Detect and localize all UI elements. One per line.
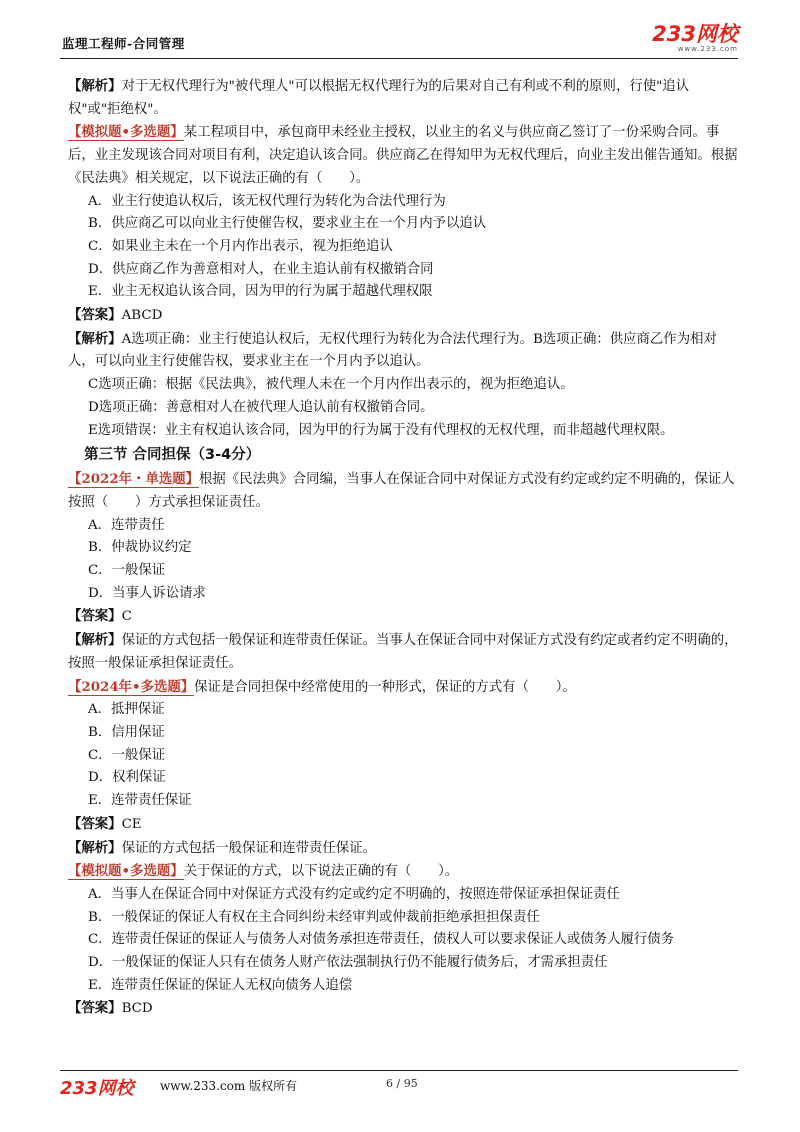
option-line: E．业主无权追认该合同，因为甲的行为属于超越代理权限: [88, 284, 433, 300]
question-type-tag: 【模拟题•多选题】: [68, 124, 184, 141]
question-type-tag: 【2024年•多选题】: [68, 678, 195, 695]
line-text: 关于保证的方式，以下说法正确的有（ ）。: [183, 864, 459, 880]
line-text: 保证的方式包括一般保证和连带责任保证。当事人在保证合同中对保证方式没有约定或者约定不明确的，按照一般保证承担保证责任。: [68, 633, 738, 671]
option-line: B．仲裁协议约定: [88, 540, 192, 556]
option-line: D选项正确：善意相对人在被代理人追认前有权撤销合同。: [88, 399, 434, 415]
option-line: D．供应商乙作为善意相对人，在业主追认前有权撤销合同: [88, 261, 434, 277]
answer-line: [68, 605, 740, 629]
option-line: E．连带责任保证: [88, 793, 192, 809]
header-title: 监理工程师-合同管理: [62, 36, 185, 51]
answer-line: [68, 837, 740, 861]
question-stem: [68, 676, 740, 700]
option-line: C．一般保证: [88, 747, 166, 763]
page-footer: [60, 1070, 738, 1097]
answer-line: [68, 75, 740, 121]
page-number: 6 / 95: [386, 1077, 418, 1090]
line-text: C: [121, 609, 132, 625]
footer-copyright: www.233.com 版权所有: [160, 1079, 298, 1093]
option-line: A．当事人在保证合同中对保证方式没有约定或约定不明确的，按照连带保证承担保证责任: [88, 886, 620, 902]
question-stem: [68, 468, 740, 514]
line-label: 【答案】: [68, 1000, 122, 1017]
answer-line: [68, 813, 740, 837]
option-line: A．抵押保证: [88, 702, 165, 718]
footer-logo: 233网校: [60, 1078, 134, 1099]
logo-text: 233网校: [652, 22, 738, 46]
line-label: 【解析】: [68, 78, 122, 94]
line-text: 保证是合同担保中经常使用的一种形式，保证的方式有（ ）。: [194, 679, 576, 695]
option-line: D．权利保证: [88, 770, 166, 786]
answer-line: [68, 629, 740, 675]
answer-line: [68, 328, 740, 374]
option-line: C．连带责任保证的保证人与债务人对债务承担连带责任，债权人可以要求保证人或债务人履行债务: [88, 932, 675, 948]
line-text: 对于无权代理行为"被代理人"可以根据无权代理行为的后果对自己有利或不利的原则，行使"追认权"或"拒绝权"。: [68, 79, 690, 117]
line-label: 【答案】: [68, 608, 122, 625]
option-line: C选项正确：根据《民法典》，被代理人未在一个月内作出表示的，视为拒绝追认。: [88, 377, 574, 393]
option-line: A．连带责任: [88, 517, 165, 533]
line-text: 保证的方式包括一般保证和连带责任保证。: [121, 840, 376, 856]
line-label: 【答案】: [68, 815, 122, 832]
option-line: C．如果业主未在一个月内作出表示，视为拒绝追认: [88, 238, 393, 254]
line-label: 【答案】: [68, 307, 122, 324]
brand-logo: [652, 23, 738, 53]
answer-line: [68, 304, 740, 328]
answer-line: [68, 997, 740, 1021]
line-text: 根据《民法典》合同编，当事人在保证合同中对保证方式没有约定或约定不明确的，保证人按照（ ）方式承担保证责任。: [68, 472, 735, 510]
option-line: B．供应商乙可以向业主行使催告权，要求业主在一个月内予以追认: [88, 216, 487, 232]
line-text: ABCD: [121, 308, 163, 324]
option-line: A．业主行使追认权后，该无权代理行为转化为合法代理行为: [88, 193, 446, 209]
question-type-tag: 【模拟题•多选题】: [68, 863, 184, 880]
option-line: B．信用保证: [88, 724, 165, 740]
document-body: [68, 75, 740, 1021]
section-title: 第三节 合同担保（3-4分）: [84, 447, 261, 464]
option-line: D．当事人诉讼请求: [88, 585, 206, 601]
option-line: D．一般保证的保证人只有在债务人财产依法强制执行仍不能履行债务后，才需承担责任: [88, 955, 608, 971]
question-type-tag: 【2022年・单选题】: [68, 471, 200, 488]
option-line: E选项错误：业主有权追认该合同，因为甲的行为属于没有代理权的无权代理，而非超越代理权限。: [88, 422, 674, 438]
line-text: 某工程项目中，承包商甲未经业主授权，以业主的名义与供应商乙签订了一份采购合同。事后，业主发现该合同对项目有利，决定追认该合同。供应商乙在得知甲为无权代理后，向业主发出催告通知。根据《民法典》相关规定，以下说法正确的有（ ）。: [68, 125, 738, 186]
question-stem: [68, 860, 740, 884]
line-text: A选项正确：业主行使追认权后，无权代理行为转化为合法代理行为。B选项正确：供应商乙作为相对人，可以向业主行使催告权，要求业主在一个月内予以追认。: [68, 331, 717, 370]
line-label: 【解析】: [68, 632, 122, 649]
option-line: C．一般保证: [88, 563, 166, 579]
line-text: CE: [121, 816, 142, 832]
option-line: B．一般保证的保证人有权在主合同纠纷未经审判或仲裁前拒绝承担担保责任: [88, 909, 540, 925]
line-label: 【解析】: [68, 330, 122, 347]
line-text: BCD: [121, 1001, 153, 1017]
option-line: E．连带责任保证的保证人无权向债务人追偿: [88, 977, 353, 993]
page-header: [60, 18, 738, 59]
logo-url: www.233.com: [677, 45, 738, 53]
line-label: 【解析】: [68, 839, 122, 856]
question-stem: [68, 121, 740, 190]
